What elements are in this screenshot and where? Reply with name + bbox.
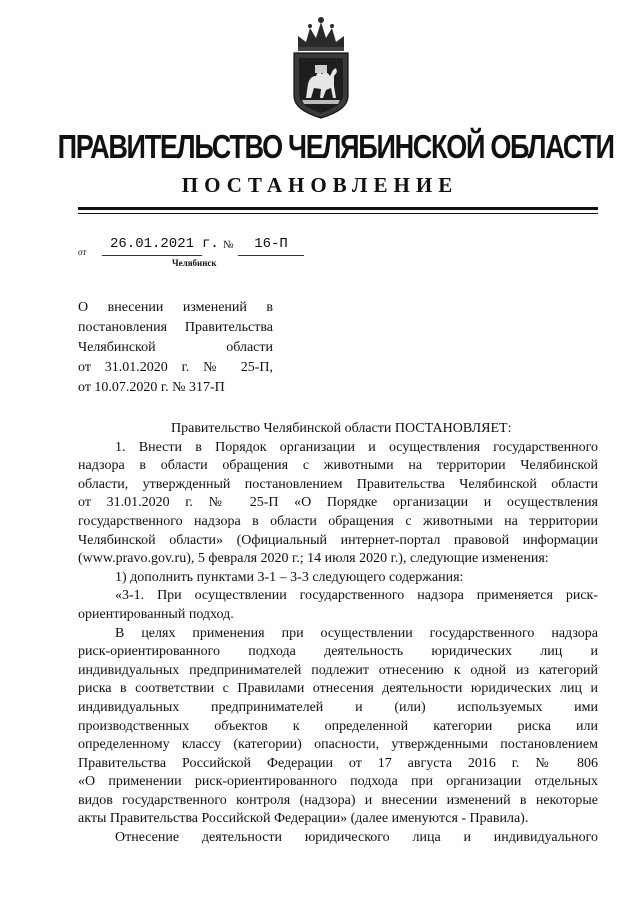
from-prefix: от <box>78 247 87 257</box>
body-line: Правительства Российской Федерации от 17 августа 2016 г. № 806 <box>78 755 598 771</box>
document-subject <box>78 298 273 398</box>
date-suffix: г. <box>202 236 219 252</box>
body-line: 1) дополнить пунктами 3-1 – 3-3 следующего содержания: <box>115 569 464 585</box>
city-name: Челябинск <box>172 258 217 268</box>
header-divider-thin <box>78 213 598 214</box>
document-body <box>78 420 598 848</box>
body-line: 1. Внести в Порядок организации и осуществления государственного <box>115 439 598 455</box>
subject-line: Челябинской области <box>78 340 273 355</box>
body-line: определенному классу (категории) опасности, утвержденными постановлением <box>78 737 598 753</box>
document-date: 26.01.2021 <box>109 236 194 252</box>
body-line: государственного надзора в области обращения с животными на территории <box>78 513 598 529</box>
subject-line: от 10.07.2020 г. № 317-П <box>78 380 225 395</box>
header-divider-thick <box>78 207 598 210</box>
body-line: индивидуальных предпринимателей и (или) используемых ими <box>78 699 598 715</box>
number-sign: № <box>223 239 234 251</box>
document-type-title: ПОСТАНОВЛЕНИЕ <box>181 173 459 197</box>
body-line: «О применении риск-ориентированного подхода при организации отдельных <box>78 774 598 790</box>
body-line: от 31.01.2020 г. № 25-П «О Порядке организации и осуществления <box>78 495 598 511</box>
subject-line: О внесении изменений в <box>78 300 273 315</box>
body-line: индивидуальных предпринимателей подлежит отнесению к одной из категорий <box>78 662 598 678</box>
date-number-line <box>78 234 318 258</box>
body-line: Челябинской области» (Официальный интернет-портал правовой информации <box>78 532 598 548</box>
chelyabinsk-coat-of-arms-icon <box>290 10 352 120</box>
body-line: ориентированный подход. <box>78 606 234 622</box>
subject-line: от 31.01.2020 г. № 25-П, <box>78 360 273 375</box>
date-underline <box>102 255 202 256</box>
government-title: ПРАВИТЕЛЬСТВО ЧЕЛЯБИНСКОЙ ОБЛАСТИ <box>57 128 614 165</box>
document-number: 16-П <box>254 236 288 252</box>
body-line: «3-1. При осуществлении государственного надзора применяется риск- <box>115 588 598 604</box>
body-line: акты Правительства Российской Федерации» (далее именуются - Правила). <box>78 811 529 827</box>
body-line: Отнесение деятельности юридического лица и индивидуального <box>115 830 598 846</box>
subject-line: постановления Правительства <box>78 320 273 335</box>
body-line: В целях применения при осуществлении государственного надзора <box>115 625 598 641</box>
body-line: риск-ориентированного подхода деятельность юридических лиц и <box>78 644 598 660</box>
body-line: видов государственного контроля (надзора) и внесении изменений в некоторые <box>78 792 598 808</box>
body-line: (www.pravo.gov.ru), 5 февраля 2020 г.; 14 июля 2020 г.), следующие изменения: <box>78 551 549 567</box>
body-line: области, утвержденный постановлением Правительства Челябинской области <box>78 476 598 492</box>
resolution-preamble: Правительство Челябинской области ПОСТАНОВЛЯЕТ: <box>171 421 512 436</box>
body-line: надзора в области обращения с животными на территории Челябинской <box>78 458 598 474</box>
number-underline <box>238 255 304 256</box>
body-line: производственных объектов к определенной категории риска или <box>78 718 598 734</box>
body-line: риска в соответствии с Правилами отнесения деятельности юридических лиц и <box>78 681 598 697</box>
